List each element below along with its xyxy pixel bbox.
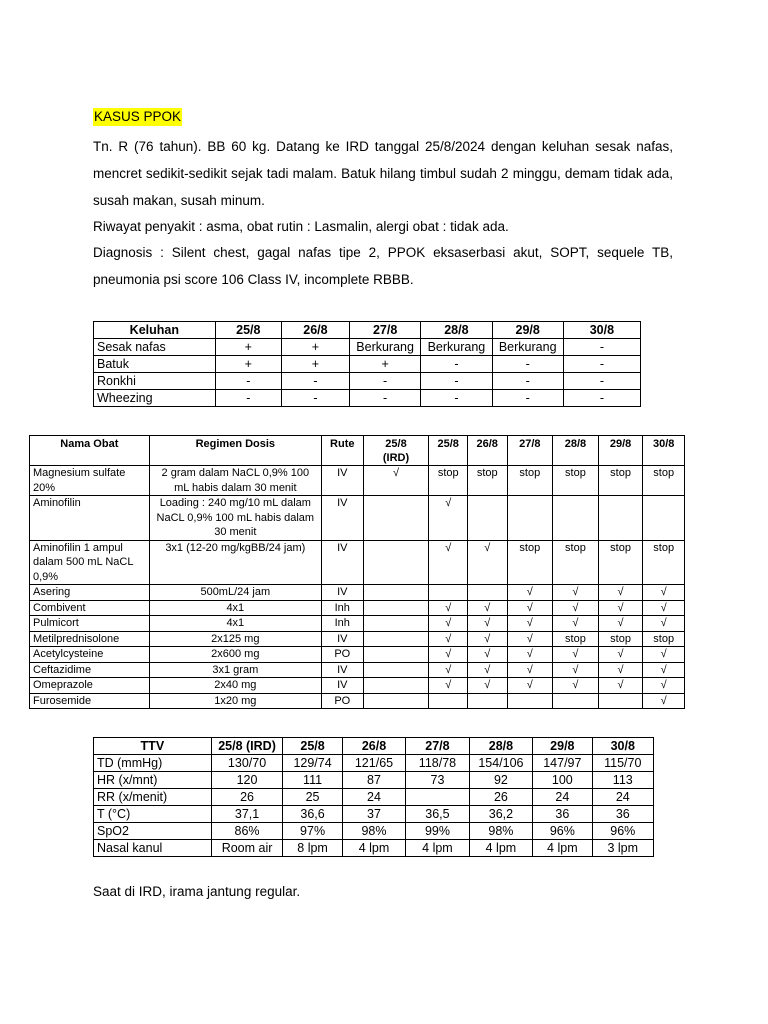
table-row <box>30 647 685 663</box>
table-cell: 4 lpm <box>469 840 532 857</box>
table-row <box>94 373 641 390</box>
table-cell: - <box>281 390 349 407</box>
table-cell: PO <box>322 647 364 663</box>
table-cell: √ <box>429 540 468 585</box>
table-header-row <box>30 436 685 466</box>
table-cell: - <box>563 339 640 356</box>
table-cell: √ <box>553 585 599 601</box>
table-cell: + <box>215 339 281 356</box>
table-cell: 96% <box>592 823 653 840</box>
table-cell: √ <box>507 585 553 601</box>
table-cell <box>363 678 429 694</box>
table-cell: 100 <box>533 772 592 789</box>
table-cell: + <box>349 356 420 373</box>
table-cell: IV <box>322 585 364 601</box>
table-cell: √ <box>467 631 507 647</box>
table-cell: 24 <box>533 789 592 806</box>
row-label-cell: Pulmicort <box>30 616 150 632</box>
table-row <box>94 772 654 789</box>
table-cell <box>429 585 468 601</box>
table-cell: 36 <box>592 806 653 823</box>
row-label-cell: RR (x/menit) <box>94 789 212 806</box>
table-cell <box>467 693 507 709</box>
header-cell: 30/8 <box>563 322 640 339</box>
table-cell: √ <box>429 496 468 541</box>
table-cell <box>507 693 553 709</box>
medical-history: Riwayat penyakit : asma, obat rutin : Lasmalin, alergi obat : tidak ada. <box>93 219 509 234</box>
table-cell: √ <box>643 585 685 601</box>
table-cell: √ <box>598 662 643 678</box>
table-cell: √ <box>467 662 507 678</box>
table-cell <box>643 496 685 541</box>
table-cell: - <box>215 373 281 390</box>
table-cell <box>507 496 553 541</box>
table-cell: stop <box>643 631 685 647</box>
table-row <box>94 390 641 407</box>
table-cell: √ <box>507 616 553 632</box>
table-cell: √ <box>643 662 685 678</box>
row-label-cell: Batuk <box>94 356 216 373</box>
header-cell: 28/8 <box>553 436 599 466</box>
table-cell: 25 <box>283 789 342 806</box>
row-label-cell: Nasal kanul <box>94 840 212 857</box>
diagnosis: Diagnosis : Silent chest, gagal nafas tipe 2, PPOK eksaserbasi akut, SOPT, sequele TB, pneumonia psi score 106 Class IV, incomplete RBBB. <box>93 245 673 287</box>
table-cell: 24 <box>342 789 405 806</box>
table-cell: - <box>281 373 349 390</box>
table-cell: 98% <box>469 823 532 840</box>
table-cell: IV <box>322 678 364 694</box>
table-cell: 37,1 <box>211 806 283 823</box>
row-label-cell: SpO2 <box>94 823 212 840</box>
table-cell: IV <box>322 631 364 647</box>
row-label-cell: T (°C) <box>94 806 212 823</box>
table-row <box>30 693 685 709</box>
table-cell: Berkurang <box>421 339 492 356</box>
header-cell: Nama Obat <box>30 436 150 466</box>
table-cell: IV <box>322 540 364 585</box>
header-cell: 25/8 (IRD) <box>211 738 283 755</box>
table-cell: - <box>563 373 640 390</box>
table-cell <box>363 631 429 647</box>
table-cell: √ <box>429 631 468 647</box>
table-cell: √ <box>467 540 507 585</box>
table-cell: √ <box>507 631 553 647</box>
header-cell: 26/8 <box>342 738 405 755</box>
table-cell: 37 <box>342 806 405 823</box>
table-cell: 500mL/24 jam <box>149 585 321 601</box>
table-cell: 111 <box>283 772 342 789</box>
table-cell: stop <box>598 540 643 585</box>
header-cell: 27/8 <box>406 738 469 755</box>
table-cell <box>598 693 643 709</box>
table-cell: 4x1 <box>149 600 321 616</box>
obat-table <box>29 435 685 709</box>
table-cell: 1x20 mg <box>149 693 321 709</box>
table-cell: √ <box>598 678 643 694</box>
header-cell: 29/8 <box>533 738 592 755</box>
header-cell: Regimen Dosis <box>149 436 321 466</box>
table-cell: - <box>349 373 420 390</box>
table-cell: stop <box>467 466 507 496</box>
header-cell: 25/8 <box>215 322 281 339</box>
table-cell <box>363 540 429 585</box>
table-cell: 2x40 mg <box>149 678 321 694</box>
table-cell: 4 lpm <box>533 840 592 857</box>
table-cell <box>467 496 507 541</box>
header-cell: 26/8 <box>467 436 507 466</box>
table-cell: Room air <box>211 840 283 857</box>
table-cell: √ <box>553 600 599 616</box>
table-cell: 73 <box>406 772 469 789</box>
table-row <box>30 540 685 585</box>
table-cell: - <box>421 356 492 373</box>
table-cell: 4 lpm <box>406 840 469 857</box>
table-cell: + <box>281 339 349 356</box>
header-cell: 27/8 <box>349 322 420 339</box>
table-cell: √ <box>429 678 468 694</box>
table-cell: 99% <box>406 823 469 840</box>
table-cell: √ <box>643 693 685 709</box>
table-cell: 4x1 <box>149 616 321 632</box>
table-cell: Inh <box>322 600 364 616</box>
table-cell: √ <box>643 600 685 616</box>
table-cell: 92 <box>469 772 532 789</box>
table-cell: 26 <box>469 789 532 806</box>
row-label-cell: Wheezing <box>94 390 216 407</box>
table-cell: Loading : 240 mg/10 mL dalam NaCL 0,9% 100 mL habis dalam 30 menit <box>149 496 321 541</box>
table-cell: 2x125 mg <box>149 631 321 647</box>
table-cell: 118/78 <box>406 755 469 772</box>
table-cell: stop <box>553 631 599 647</box>
table-cell <box>363 585 429 601</box>
row-label-cell: Ceftazidime <box>30 662 150 678</box>
row-label-cell: Asering <box>30 585 150 601</box>
table-cell: 121/65 <box>342 755 405 772</box>
table-row <box>30 600 685 616</box>
table-row <box>30 496 685 541</box>
table-cell: √ <box>643 647 685 663</box>
table-row <box>30 616 685 632</box>
table-row <box>94 356 641 373</box>
table-cell: 87 <box>342 772 405 789</box>
header-cell: 29/8 <box>598 436 643 466</box>
table-cell: 147/97 <box>533 755 592 772</box>
table-row <box>30 631 685 647</box>
table-cell: 36,5 <box>406 806 469 823</box>
header-cell: TTV <box>94 738 212 755</box>
table-cell: 86% <box>211 823 283 840</box>
table-cell: √ <box>643 616 685 632</box>
table-cell: - <box>563 390 640 407</box>
table-cell: √ <box>467 600 507 616</box>
keluhan-table <box>93 321 641 407</box>
table-cell <box>363 600 429 616</box>
header-cell: 30/8 <box>592 738 653 755</box>
table-row <box>94 840 654 857</box>
table-cell: - <box>492 390 563 407</box>
table-cell <box>598 496 643 541</box>
row-label-cell: Ronkhi <box>94 373 216 390</box>
table-cell: 2x600 mg <box>149 647 321 663</box>
table-cell: √ <box>507 678 553 694</box>
row-label-cell: Combivent <box>30 600 150 616</box>
table-cell: Inh <box>322 616 364 632</box>
table-cell <box>363 662 429 678</box>
table-cell: √ <box>429 616 468 632</box>
table-cell: √ <box>553 616 599 632</box>
table-cell: √ <box>467 647 507 663</box>
table-cell: 113 <box>592 772 653 789</box>
table-cell: - <box>563 356 640 373</box>
table-cell <box>363 616 429 632</box>
header-cell: 25/8 <box>283 738 342 755</box>
table-cell <box>553 693 599 709</box>
table-cell <box>429 693 468 709</box>
table-cell <box>553 496 599 541</box>
table-cell: √ <box>598 600 643 616</box>
table-cell: - <box>492 373 563 390</box>
table-cell <box>406 789 469 806</box>
row-label-cell: Furosemide <box>30 693 150 709</box>
case-description: Tn. R (76 tahun). BB 60 kg. Datang ke IRD tanggal 25/8/2024 dengan keluhan sesak nafas, mencret sedikit-sedikit sejak tadi malam. Batuk hilang timbul sudah 2 minggu, demam tidak ada, susah makan, susah minum. <box>93 139 673 208</box>
document-title: KASUS PPOK <box>94 109 182 124</box>
table-cell <box>363 496 429 541</box>
table-cell: IV <box>322 466 364 496</box>
header-cell: 28/8 <box>469 738 532 755</box>
table-cell: √ <box>598 647 643 663</box>
table-row <box>30 466 685 496</box>
table-cell: 4 lpm <box>342 840 405 857</box>
table-cell <box>363 647 429 663</box>
table-cell: √ <box>429 662 468 678</box>
table-cell: - <box>215 390 281 407</box>
table-cell: stop <box>643 540 685 585</box>
table-row <box>94 755 654 772</box>
header-cell: 27/8 <box>507 436 553 466</box>
table-cell: stop <box>507 540 553 585</box>
table-cell <box>467 585 507 601</box>
table-cell: - <box>421 390 492 407</box>
table-header-row <box>94 322 641 339</box>
header-cell: 25/8 (IRD) <box>363 436 429 466</box>
table-cell: √ <box>507 662 553 678</box>
table-cell: 36,2 <box>469 806 532 823</box>
header-cell: 30/8 <box>643 436 685 466</box>
table-cell: - <box>492 356 563 373</box>
table-cell: 154/106 <box>469 755 532 772</box>
table-cell: √ <box>363 466 429 496</box>
row-label-cell: Magnesium sulfate 20% <box>30 466 150 496</box>
table-row <box>30 585 685 601</box>
header-cell: 25/8 <box>429 436 468 466</box>
table-cell: √ <box>598 585 643 601</box>
header-cell: 29/8 <box>492 322 563 339</box>
table-cell: √ <box>643 678 685 694</box>
table-cell: 36,6 <box>283 806 342 823</box>
table-cell: √ <box>598 616 643 632</box>
table-header-row <box>94 738 654 755</box>
table-cell: - <box>349 390 420 407</box>
table-cell: - <box>421 373 492 390</box>
table-cell: √ <box>553 678 599 694</box>
table-cell: √ <box>507 647 553 663</box>
row-label-cell: TD (mmHg) <box>94 755 212 772</box>
header-cell: 26/8 <box>281 322 349 339</box>
footer-note: Saat di IRD, irama jantung regular. <box>93 884 301 899</box>
table-cell: IV <box>322 496 364 541</box>
table-cell: stop <box>598 466 643 496</box>
table-cell: stop <box>429 466 468 496</box>
table-cell: 26 <box>211 789 283 806</box>
table-cell: 8 lpm <box>283 840 342 857</box>
table-cell: √ <box>467 678 507 694</box>
table-cell: 115/70 <box>592 755 653 772</box>
table-cell: √ <box>507 600 553 616</box>
table-row <box>30 678 685 694</box>
header-cell: Rute <box>322 436 364 466</box>
table-cell: stop <box>553 540 599 585</box>
table-cell: 96% <box>533 823 592 840</box>
table-cell: 129/74 <box>283 755 342 772</box>
table-cell: stop <box>598 631 643 647</box>
table-cell: 3x1 (12-20 mg/kgBB/24 jam) <box>149 540 321 585</box>
table-cell: √ <box>467 616 507 632</box>
table-cell <box>363 693 429 709</box>
table-row <box>94 806 654 823</box>
header-cell: 28/8 <box>421 322 492 339</box>
table-cell: √ <box>429 647 468 663</box>
row-label-cell: Acetylcysteine <box>30 647 150 663</box>
table-cell: + <box>281 356 349 373</box>
table-cell: 120 <box>211 772 283 789</box>
table-cell: 36 <box>533 806 592 823</box>
table-cell: stop <box>507 466 553 496</box>
table-cell: 97% <box>283 823 342 840</box>
table-cell: 24 <box>592 789 653 806</box>
table-cell: Berkurang <box>349 339 420 356</box>
table-cell: PO <box>322 693 364 709</box>
table-cell: 130/70 <box>211 755 283 772</box>
row-label-cell: HR (x/mnt) <box>94 772 212 789</box>
table-cell: Berkurang <box>492 339 563 356</box>
table-cell: 2 gram dalam NaCL 0,9% 100 mL habis dalam 30 menit <box>149 466 321 496</box>
table-cell: √ <box>553 647 599 663</box>
table-cell: √ <box>553 662 599 678</box>
table-cell: IV <box>322 662 364 678</box>
row-label-cell: Omeprazole <box>30 678 150 694</box>
table-row <box>94 339 641 356</box>
row-label-cell: Aminofilin <box>30 496 150 541</box>
row-label-cell: Aminofilin 1 ampul dalam 500 mL NaCL 0,9% <box>30 540 150 585</box>
table-cell: stop <box>643 466 685 496</box>
row-label-cell: Sesak nafas <box>94 339 216 356</box>
row-label-cell: Metilprednisolone <box>30 631 150 647</box>
table-cell: + <box>215 356 281 373</box>
table-row <box>30 662 685 678</box>
table-cell: stop <box>553 466 599 496</box>
header-cell: Keluhan <box>94 322 216 339</box>
table-row <box>94 789 654 806</box>
table-cell: 98% <box>342 823 405 840</box>
table-row <box>94 823 654 840</box>
table-cell: √ <box>429 600 468 616</box>
ttv-table <box>93 737 654 857</box>
table-cell: 3 lpm <box>592 840 653 857</box>
table-cell: 3x1 gram <box>149 662 321 678</box>
